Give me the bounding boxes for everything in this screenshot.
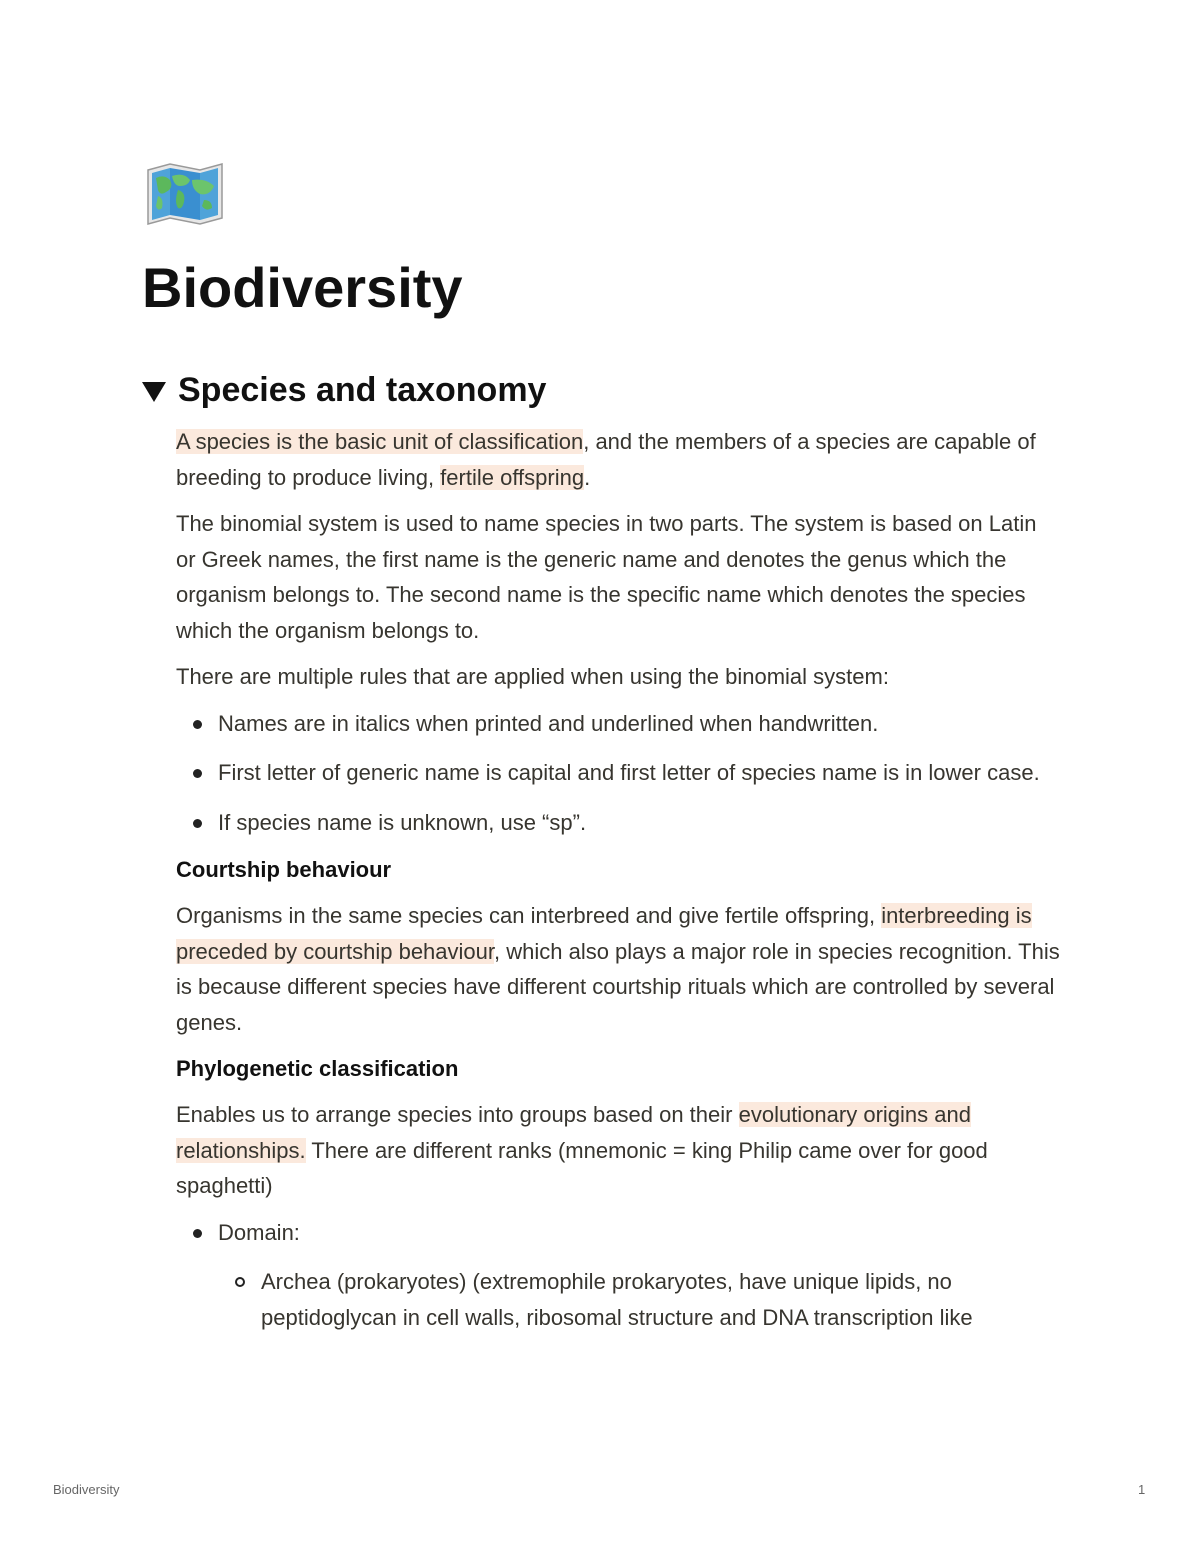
text-span: .	[584, 464, 591, 490]
highlight-evolutionary: evolutionary origins and relationships.	[176, 1102, 971, 1163]
text-span: There are different ranks (mnemonic = king Philip came over for good spaghetti)	[176, 1137, 988, 1198]
rules-intro: There are multiple rules that are applied when using the binomial system:	[176, 664, 889, 689]
footer-document-title: Biodiversity	[53, 1482, 120, 1497]
list-item	[176, 706, 1061, 742]
text-span: Organisms in the same species can interbreed and give fertile offspring,	[176, 903, 882, 928]
toggle-heading-species[interactable]	[142, 368, 546, 412]
highlight-courtship: interbreeding is preceded by courtship behaviour	[176, 903, 1032, 964]
page-title: Biodiversity	[142, 256, 463, 319]
highlight-species-unit: A species is the basic unit of classification	[176, 429, 584, 454]
list-item-text: Archea (prokaryotes) (extremophile prokaryotes, have unique lipids, no peptidoglycan in cell walls, ribosomal structure and DNA transcription like	[261, 1269, 973, 1330]
list-item	[176, 805, 1061, 841]
list-item-text: If species name is unknown, use “sp”.	[218, 809, 587, 835]
list-item	[176, 1264, 1061, 1335]
binomial-paragraph: The binomial system is used to name species in two parts. The system is based on Latin or Greek names, the first name is the generic name and denotes the genus which the organism belongs to. The second name is the specific name which denotes the species which the organism belongs to.	[176, 511, 1037, 643]
list-item-text: Domain:	[218, 1219, 300, 1245]
text-span: Enables us to arrange species into groups based on their	[176, 1102, 739, 1127]
list-item-text: Names are in italics when printed and underlined when handwritten.	[218, 710, 879, 736]
bullet-icon	[193, 819, 202, 828]
world-map-icon	[144, 160, 226, 226]
toggle-triangle-icon[interactable]	[142, 382, 166, 402]
hollow-bullet-icon	[235, 1277, 245, 1287]
courtship-heading: Courtship behaviour	[176, 857, 392, 882]
ranks-list	[176, 1215, 1061, 1336]
bullet-icon	[193, 769, 202, 778]
bullet-icon	[193, 720, 202, 729]
species-definition	[176, 424, 1061, 495]
rules-list	[176, 706, 1061, 841]
toggle-content	[176, 424, 1061, 1349]
courtship-paragraph	[176, 898, 1061, 1040]
text-span: , which also plays a major role in species recognition. This is because different species have different courtship rituals which are controlled by several genes.	[176, 938, 1060, 1035]
list-item-text: First letter of generic name is capital and first letter of species name is in lower case.	[218, 760, 1040, 785]
phylogenetic-paragraph	[176, 1097, 1061, 1204]
list-item	[176, 755, 1061, 791]
toggle-heading-text: Species and taxonomy	[178, 371, 547, 409]
highlight-fertile-offspring: fertile offspring	[440, 464, 585, 490]
footer-page-number: 1	[1138, 1482, 1146, 1497]
bullet-icon	[193, 1229, 202, 1238]
list-item	[176, 1215, 1061, 1251]
text-span: , and the members of a species are capable of breeding to produce living,	[176, 429, 1036, 490]
phylogenetic-heading: Phylogenetic classification	[176, 1056, 459, 1081]
